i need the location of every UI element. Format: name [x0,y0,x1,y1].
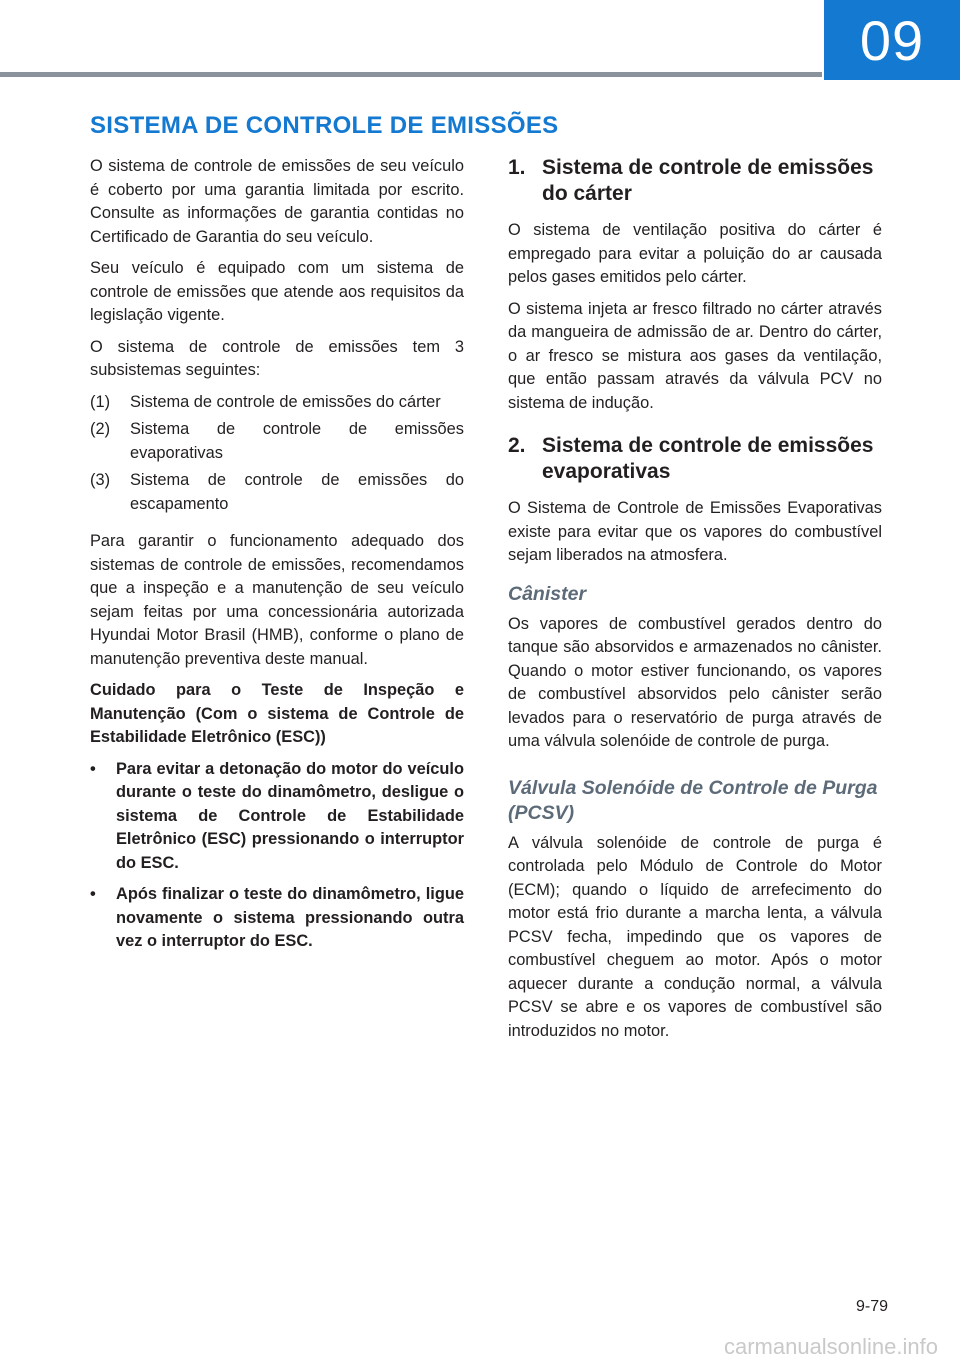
list-item-number: (1) [90,392,111,411]
paragraph-maintenance: Para garantir o funcionamento adequado dos sistemas de controle de emissões, recomendamos que a inspeção e a manutenção de seu veículo sejam feitas por uma concessionária autorizada Hyundai Motor Brasil (HMB), conforme o plano de manutenção preventiva deste manual. [90,532,464,668]
subsystem-list [90,391,464,517]
paragraph-pcsv: A válvula solenóide de controle de purga é controlada pelo Módulo de Controle do Motor (ECM); quando o líquido de arrefecimento do motor está frio durante a marcha lenta, a válvula PCSV fecha, impedindo que os vapores de combustível cheguem ao motor. Após o motor aquecer durante a condução normal, a válvula PCSV se abre e os vapores de combustível são introduzidos no motor. [508,833,882,1040]
bullet-text: Para evitar a detonação do motor do veículo durante o teste do dinamômetro, desligue o sistema de Controle de Estabilidade Eletrônico (ESC) pressionando o interruptor do ESC. [116,759,464,872]
page-number: 9-79 [855,1298,888,1315]
caution-title: Cuidado para o Teste de Inspeção e Manutenção (Com o sistema de Controle de Estabilidade Eletrônico (ESC)) [90,681,464,746]
caution-bullets [90,758,464,954]
paragraph-equipped: Seu veículo é equipado com um sistema de controle de emissões que atende aos requisitos da legislação vigente. [90,259,464,324]
list-item-number: (3) [90,471,111,489]
heading-evaporative [508,433,882,485]
heading-text: Sistema de controle de emissões do cárter [542,156,874,205]
heading-number: 2. [508,434,526,457]
heading-crankcase [508,155,882,207]
heading-text: Sistema de controle de emissões evaporativas [542,434,874,483]
subheading-canister: Cânister [508,582,587,605]
list-item [90,391,464,415]
header-rule [0,72,822,77]
watermark: carmanualsonline.info [723,1334,938,1359]
bullet-symbol: • [90,885,96,903]
paragraph-evaporative: O Sistema de Controle de Emissões Evaporativas existe para evitar que os vapores do combustível sejam liberados na atmosfera. [508,499,882,564]
paragraph-canister: Os vapores de combustível gerados dentro do tanque são absorvidos e armazenados no cânister. Quando o motor estiver funcionando, os vapores de combustível absorvidos pelo cânister serão levados para o reservatório de purga através de uma válvula solenóide de controle de purga. [508,614,882,750]
list-item-text: Sistema de controle de emissões evaporativas [130,420,464,462]
list-item [90,469,464,516]
section-title: SISTEMA DE CONTROLE DE EMISSÕES [90,112,559,139]
list-item-text: Sistema de controle de emissões do cárter [130,392,441,411]
list-item [90,418,464,465]
right-column [508,155,882,1051]
bullet-item [90,758,464,876]
paragraph-warranty: O sistema de controle de emissões de seu veículo é coberto por uma garantia limitada por escrito. Consulte as informações de garantia contidas no Certificado de Garantia do seu veículo. [90,157,464,246]
subheading-pcsv: Válvula Solenóide de Controle de Purga (PCSV) [508,776,878,824]
list-item-number: (2) [90,420,111,438]
bullet-item [90,883,464,954]
paragraph-crankcase-2: O sistema injeta ar fresco filtrado no cárter através da mangueira de admissão de ar. Dentro do cárter, o ar fresco se mistura aos gases da ventilação, que então passam através da válvula PCV no sistema de indução. [508,299,882,412]
paragraph-crankcase-1: O sistema de ventilação positiva do cárter é empregado para evitar a poluição do ar causada pelos gases emitidos pelo cárter. [508,221,882,286]
chapter-tab [824,0,960,80]
chapter-number: 09 [859,8,925,72]
heading-number: 1. [508,156,526,179]
list-item-text: Sistema de controle de emissões do escapamento [130,471,464,513]
bullet-symbol: • [90,759,96,778]
paragraph-subsystems: O sistema de controle de emissões tem 3 subsistemas seguintes: [90,337,464,379]
bullet-text: Após finalizar o teste do dinamômetro, ligue novamente o sistema pressionando outra vez o interruptor do ESC. [116,885,464,950]
left-column [90,155,464,962]
